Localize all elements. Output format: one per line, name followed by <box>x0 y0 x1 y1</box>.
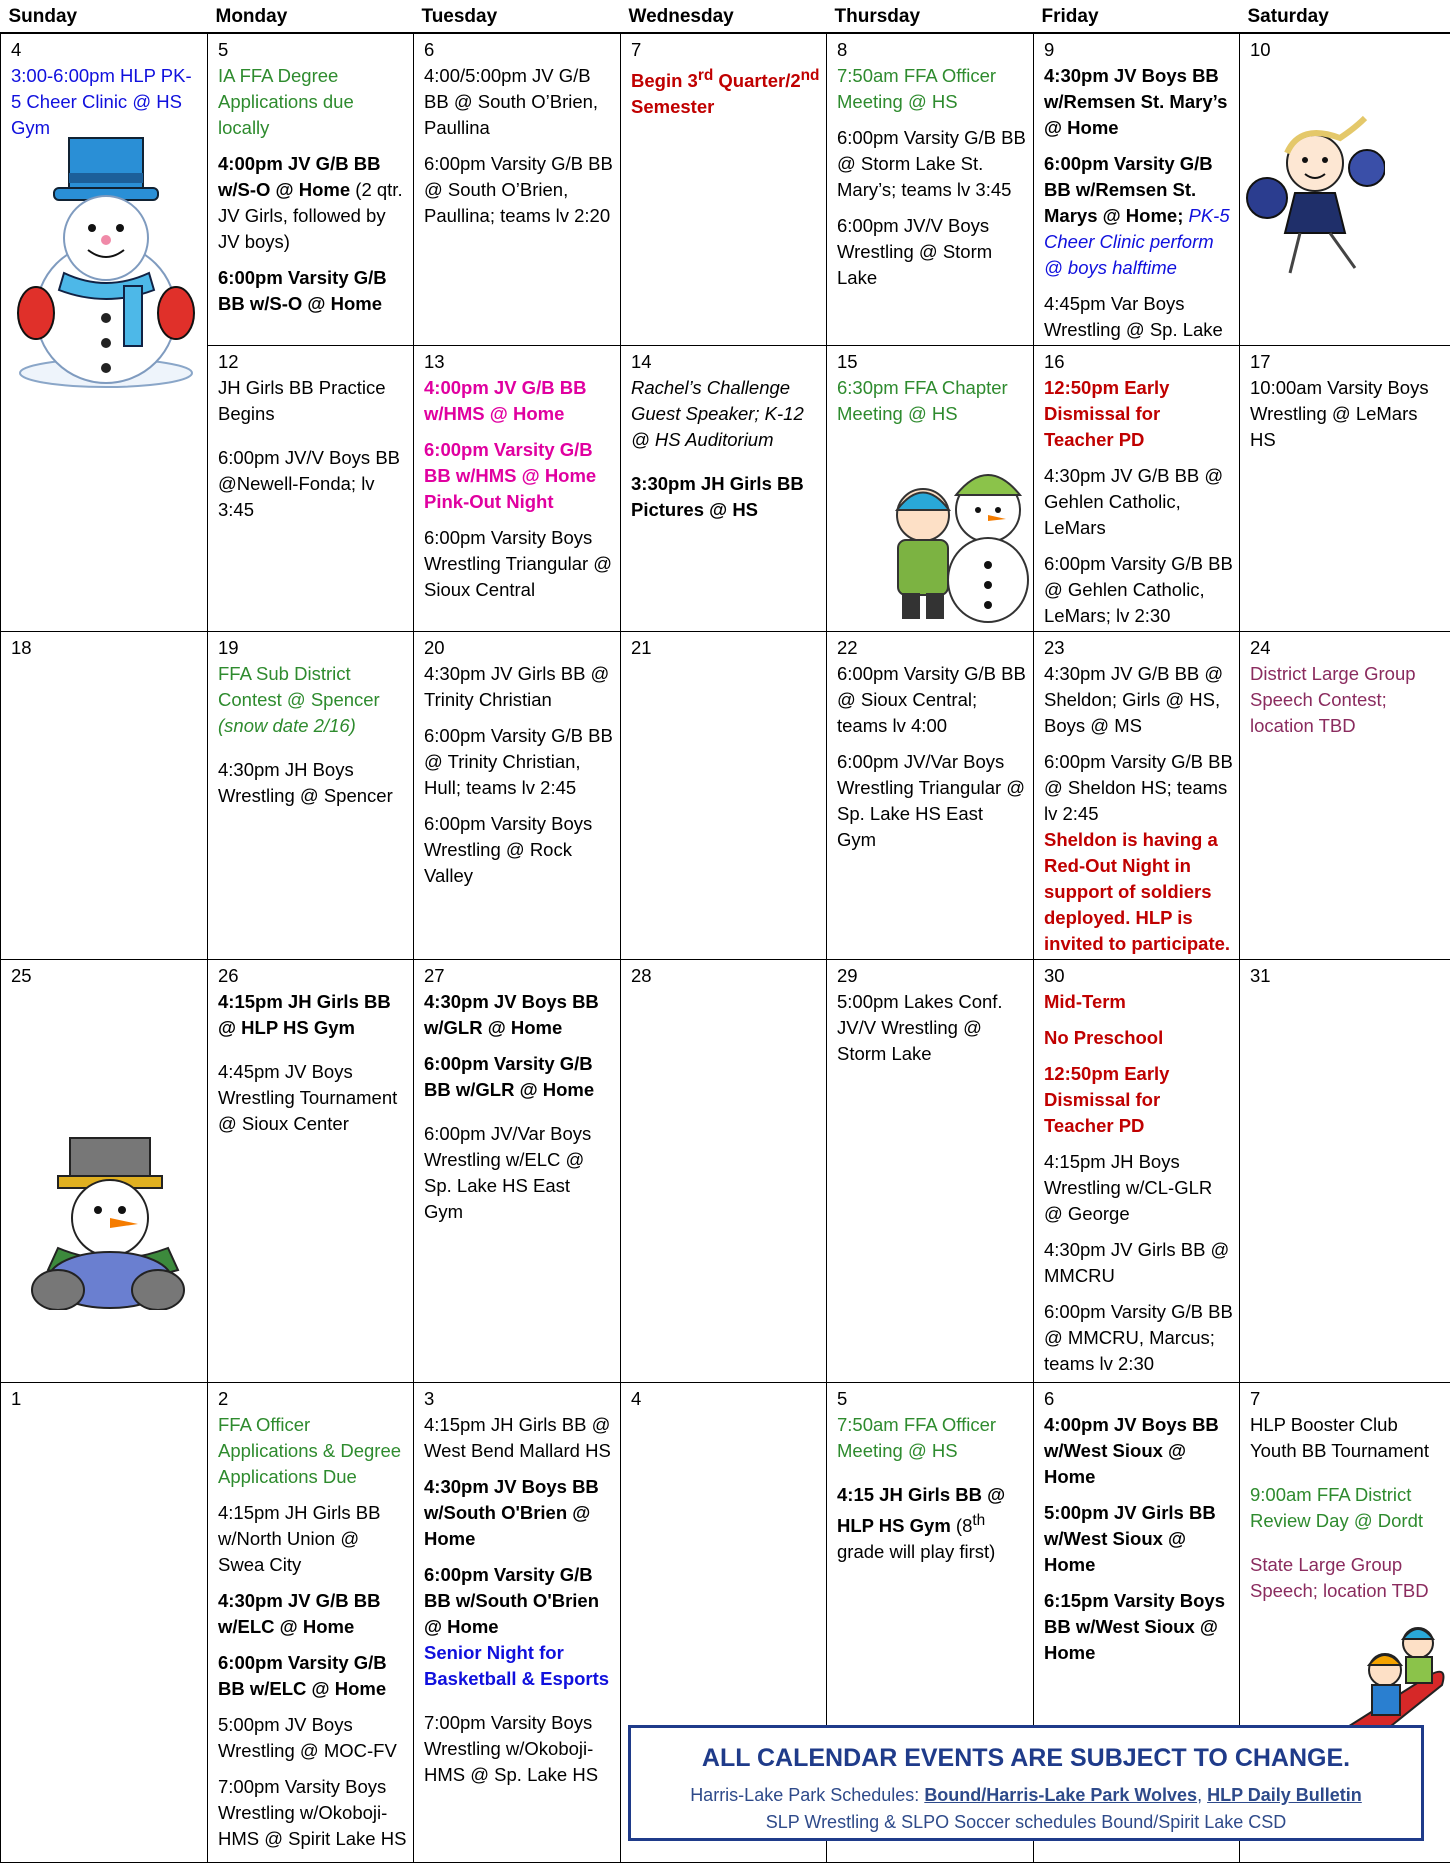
day-number: 12 <box>218 349 407 375</box>
day-number: 9 <box>1044 37 1233 63</box>
day-cell-tue-20 <box>414 632 621 960</box>
day-number: 10 <box>1250 37 1444 63</box>
event: 6:00pm JV/V Boys Wrestling @ Storm Lake <box>837 213 1027 291</box>
day-number: 26 <box>218 963 407 989</box>
event: 6:00pm Varsity G/B BB w/South O'Brien @ Home <box>424 1562 614 1640</box>
day-cell-thu-29 <box>827 960 1034 1383</box>
event-note: grade will play first) <box>837 1541 995 1562</box>
superscript: th <box>972 1512 985 1529</box>
event: 4:45pm Var Boys Wrestling @ Sp. Lake <box>1044 291 1233 343</box>
event: 6:00pm Varsity G/B BB @ South O’Brien, Paullina; teams lv 2:20 <box>424 151 614 229</box>
event-bold: 4:00pm JV G/B BB w/S-O @ Home <box>218 153 380 200</box>
day-cell-mon-19 <box>208 632 414 960</box>
day-cell-sat-24 <box>1240 632 1450 960</box>
event: 4:30pm JH Boys Wrestling @ Spencer <box>218 757 407 809</box>
day-number: 5 <box>837 1386 1027 1412</box>
day-cell-fri-23 <box>1034 632 1240 960</box>
day-number: 1 <box>11 1386 201 1412</box>
event: 4:15pm JH Girls BB @ West Bend Mallard HS <box>424 1412 614 1464</box>
day-cell-sun-1 <box>1 1383 208 1863</box>
event: Sheldon is having a Red-Out Night in support of soldiers deployed. HLP is invited to participate. <box>1044 827 1233 957</box>
event: 4:30pm JV G/B BB @ Sheldon; Girls @ HS, Boys @ MS <box>1044 661 1233 739</box>
day-number: 15 <box>837 349 1027 375</box>
event: 4:30pm JV Boys BB w/Remsen St. Mary’s @ Home <box>1044 63 1233 141</box>
day-number: 14 <box>631 349 820 375</box>
event-note: (8 <box>951 1515 973 1536</box>
day-number: 6 <box>1044 1386 1233 1412</box>
day-cell-wed-21 <box>621 632 827 960</box>
day-number: 28 <box>631 963 820 989</box>
notice-schedules-line: Harris-Lake Park Schedules: Bound/Harris-Lake Park Wolves, HLP Daily Bulletin <box>631 1785 1421 1806</box>
event: 6:30pm FFA Chapter Meeting @ HS <box>837 375 1027 427</box>
day-cell-fri-30 <box>1034 960 1240 1383</box>
event <box>631 63 820 120</box>
event-note: (snow date 2/16) <box>218 713 407 739</box>
day-number: 4 <box>11 37 201 63</box>
day-cell-thu-8 <box>827 33 1034 346</box>
weekday-wednesday: Wednesday <box>621 0 827 33</box>
event <box>1044 151 1233 281</box>
event: IA FFA Degree Applications due locally <box>218 63 407 141</box>
event: 4:30pm JV Girls BB @ MMCRU <box>1044 1237 1233 1289</box>
notice-heading: ALL CALENDAR EVENTS ARE SUBJECT TO CHANGE. <box>631 1744 1421 1773</box>
event: State Large Group Speech; location TBD <box>1250 1552 1444 1604</box>
snowman-sitting-illustration <box>18 1130 198 1310</box>
notice-box <box>628 1725 1424 1841</box>
event: 3:30pm JH Girls BB Pictures @ HS <box>631 471 820 523</box>
day-cell-thu-22 <box>827 632 1034 960</box>
event: 5:00pm JV Boys Wrestling @ MOC-FV <box>218 1712 407 1764</box>
event: 12:50pm Early Dismissal for Teacher PD <box>1044 1061 1233 1139</box>
weekday-tuesday: Tuesday <box>414 0 621 33</box>
day-number: 16 <box>1044 349 1233 375</box>
event-note: (2 qtr. JV Girls, followed by JV boys) <box>218 179 403 252</box>
event: 6:00pm Varsity G/B BB w/S-O @ Home <box>218 265 407 317</box>
event: 7:00pm Varsity Boys Wrestling w/Okoboji-HMS @ Spirit Lake HS <box>218 1774 407 1852</box>
event: 6:00pm Varsity G/B BB w/HMS @ Home Pink-Out Night <box>424 437 614 515</box>
event: 7:50am FFA Officer Meeting @ HS <box>837 63 1027 115</box>
event: 6:00pm Varsity Boys Wrestling Triangular @ Sioux Central <box>424 525 614 603</box>
event: 9:00am FFA District Review Day @ Dordt <box>1250 1482 1444 1534</box>
week-row-1 <box>1 33 1450 346</box>
superscript: nd <box>801 67 820 84</box>
event: HLP Booster Club Youth BB Tournament <box>1250 1412 1444 1464</box>
event: FFA Sub District Contest @ Spencer <box>218 661 407 713</box>
day-number: 17 <box>1250 349 1444 375</box>
weekday-friday: Friday <box>1034 0 1240 33</box>
day-cell-fri-9 <box>1034 33 1240 346</box>
event: 4:00pm JV G/B BB w/HMS @ Home <box>424 375 614 427</box>
day-number: 25 <box>11 963 201 989</box>
event-bold: 6:00pm Varsity G/B BB w/Remsen St. Marys @ Home; <box>1044 153 1213 226</box>
event: 6:00pm Varsity G/B BB w/GLR @ Home <box>424 1051 614 1103</box>
event: 6:00pm Varsity G/B BB @ Storm Lake St. Mary’s; teams lv 3:45 <box>837 125 1027 203</box>
notice-slp-line: SLP Wrestling & SLPO Soccer schedules Bound/Spirit Lake CSD <box>631 1812 1421 1833</box>
weekday-sunday: Sunday <box>1 0 208 33</box>
day-cell-tue-27 <box>414 960 621 1383</box>
event: District Large Group Speech Contest; location TBD <box>1250 661 1444 739</box>
day-cell-wed-28 <box>621 960 827 1383</box>
day-number: 2 <box>218 1386 407 1412</box>
event: 4:15pm JH Girls BB w/North Union @ Swea City <box>218 1500 407 1578</box>
event: 5:00pm JV Girls BB w/West Sioux @ Home <box>1044 1500 1233 1578</box>
weekday-thursday: Thursday <box>827 0 1034 33</box>
event: No Preschool <box>1044 1025 1233 1051</box>
event: 6:00pm Varsity G/B BB @ MMCRU, Marcus; teams lv 2:30 <box>1044 1299 1233 1377</box>
event: 6:00pm Varsity Boys Wrestling @ Rock Valley <box>424 811 614 889</box>
weekday-header-row <box>1 0 1450 33</box>
event: 4:00/5:00pm JV G/B BB @ South O’Brien, Paullina <box>424 63 614 141</box>
day-cell-mon-26 <box>208 960 414 1383</box>
event: 6:15pm Varsity Boys BB w/West Sioux @ Home <box>1044 1588 1233 1666</box>
week-row-2 <box>1 346 1450 632</box>
day-number: 7 <box>631 37 820 63</box>
event: 5:00pm Lakes Conf. JV/V Wrestling @ Storm Lake <box>837 989 1027 1067</box>
day-number: 27 <box>424 963 614 989</box>
day-number: 3 <box>424 1386 614 1412</box>
event: 6:00pm Varsity G/B BB @ Gehlen Catholic, LeMars; lv 2:30 <box>1044 551 1233 629</box>
schedules-label: Harris-Lake Park Schedules: <box>690 1785 919 1805</box>
day-number: 24 <box>1250 635 1444 661</box>
daily-bulletin-link[interactable]: HLP Daily Bulletin <box>1207 1785 1362 1805</box>
day-number: 5 <box>218 37 407 63</box>
day-cell-tue-13 <box>414 346 621 632</box>
day-number: 6 <box>424 37 614 63</box>
event <box>837 1482 1027 1565</box>
event: 6:00pm Varsity G/B BB w/ELC @ Home <box>218 1650 407 1702</box>
day-cell-sat-31 <box>1240 960 1450 1383</box>
event: 4:30pm JV Boys BB w/South O'Brien @ Home <box>424 1474 614 1552</box>
week-row-3 <box>1 632 1450 960</box>
event: 4:15pm JH Girls BB @ HLP HS Gym <box>218 989 407 1041</box>
event-text: Begin 3 <box>631 70 698 91</box>
day-number: 8 <box>837 37 1027 63</box>
event: 6:00pm JV/V Boys BB @Newell-Fonda; lv 3:45 <box>218 445 407 523</box>
week-row-4 <box>1 960 1450 1383</box>
day-cell-wed-14 <box>621 346 827 632</box>
event: 3:00-6:00pm HLP PK-5 Cheer Clinic @ HS Gym <box>11 63 201 141</box>
event: 4:30pm JV Girls BB @ Trinity Christian <box>424 661 614 713</box>
event: FFA Officer Applications & Degree Applications Due <box>218 1412 407 1490</box>
day-cell-tue-3 <box>414 1383 621 1863</box>
event-text: Quarter/2 <box>713 70 800 91</box>
day-cell-tue-6 <box>414 33 621 346</box>
event: 12:50pm Early Dismissal for Teacher PD <box>1044 375 1233 453</box>
wolves-link[interactable]: Bound/Harris-Lake Park Wolves <box>924 1785 1197 1805</box>
day-cell-fri-16 <box>1034 346 1240 632</box>
event: Rachel’s Challenge Guest Speaker; K-12 @ HS Auditorium <box>631 375 820 453</box>
event: 10:00am Varsity Boys Wrestling @ LeMars HS <box>1250 375 1444 453</box>
event: 4:15pm JH Boys Wrestling w/CL-GLR @ George <box>1044 1149 1233 1227</box>
superscript: rd <box>698 67 713 84</box>
day-number: 18 <box>11 635 201 661</box>
day-number: 7 <box>1250 1386 1444 1412</box>
event: 4:30pm JV Boys BB w/GLR @ Home <box>424 989 614 1041</box>
event: Mid-Term <box>1044 989 1233 1015</box>
day-cell-mon-2 <box>208 1383 414 1863</box>
event-text: Semester <box>631 96 714 117</box>
event: 4:45pm JV Boys Wrestling Tournament @ Sioux Center <box>218 1059 407 1137</box>
day-number: 20 <box>424 635 614 661</box>
weekday-saturday: Saturday <box>1240 0 1450 33</box>
day-number: 23 <box>1044 635 1233 661</box>
snowman-top-hat-illustration <box>14 118 196 390</box>
weekday-monday: Monday <box>208 0 414 33</box>
event: 4:30pm JV G/B BB w/ELC @ Home <box>218 1588 407 1640</box>
event: 6:00pm Varsity G/B BB @ Sheldon HS; teams lv 2:45 <box>1044 749 1233 827</box>
day-cell-wed-7 <box>621 33 827 346</box>
event: 7:00pm Varsity Boys Wrestling w/Okoboji-HMS @ Sp. Lake HS <box>424 1710 614 1788</box>
day-number: 31 <box>1250 963 1444 989</box>
day-number: 30 <box>1044 963 1233 989</box>
event: Senior Night for Basketball & Esports <box>424 1640 614 1692</box>
event: 4:30pm JV G/B BB @ Gehlen Catholic, LeMars <box>1044 463 1233 541</box>
day-cell-mon-5 <box>208 33 414 346</box>
event: 4:00pm JV Boys BB w/West Sioux @ Home <box>1044 1412 1233 1490</box>
day-number: 22 <box>837 635 1027 661</box>
day-cell-sun-18 <box>1 632 208 960</box>
day-number: 4 <box>631 1386 820 1412</box>
event: 7:50am FFA Officer Meeting @ HS <box>837 1412 1027 1464</box>
day-cell-sat-17 <box>1240 346 1450 632</box>
day-number: 21 <box>631 635 820 661</box>
event-italic: PK-5 Cheer Clinic perform @ boys halftime <box>1044 205 1230 278</box>
event <box>218 151 407 255</box>
cheerleader-pompoms-illustration <box>1245 108 1385 283</box>
day-number: 19 <box>218 635 407 661</box>
kid-and-snowman-illustration <box>868 455 1038 625</box>
event: 6:00pm JV/Var Boys Wrestling w/ELC @ Sp. Lake HS East Gym <box>424 1121 614 1225</box>
event-bold: 4:15 JH Girls BB @ HLP HS Gym <box>837 1484 1005 1536</box>
event: JH Girls BB Practice Begins <box>218 375 407 427</box>
event: 6:00pm Varsity G/B BB @ Trinity Christian, Hull; teams lv 2:45 <box>424 723 614 801</box>
event: 6:00pm Varsity G/B BB @ Sioux Central; teams lv 4:00 <box>837 661 1027 739</box>
event: 6:00pm JV/Var Boys Wrestling Triangular @ Sp. Lake HS East Gym <box>837 749 1027 853</box>
day-number: 29 <box>837 963 1027 989</box>
day-number: 13 <box>424 349 614 375</box>
day-cell-mon-12 <box>208 346 414 632</box>
